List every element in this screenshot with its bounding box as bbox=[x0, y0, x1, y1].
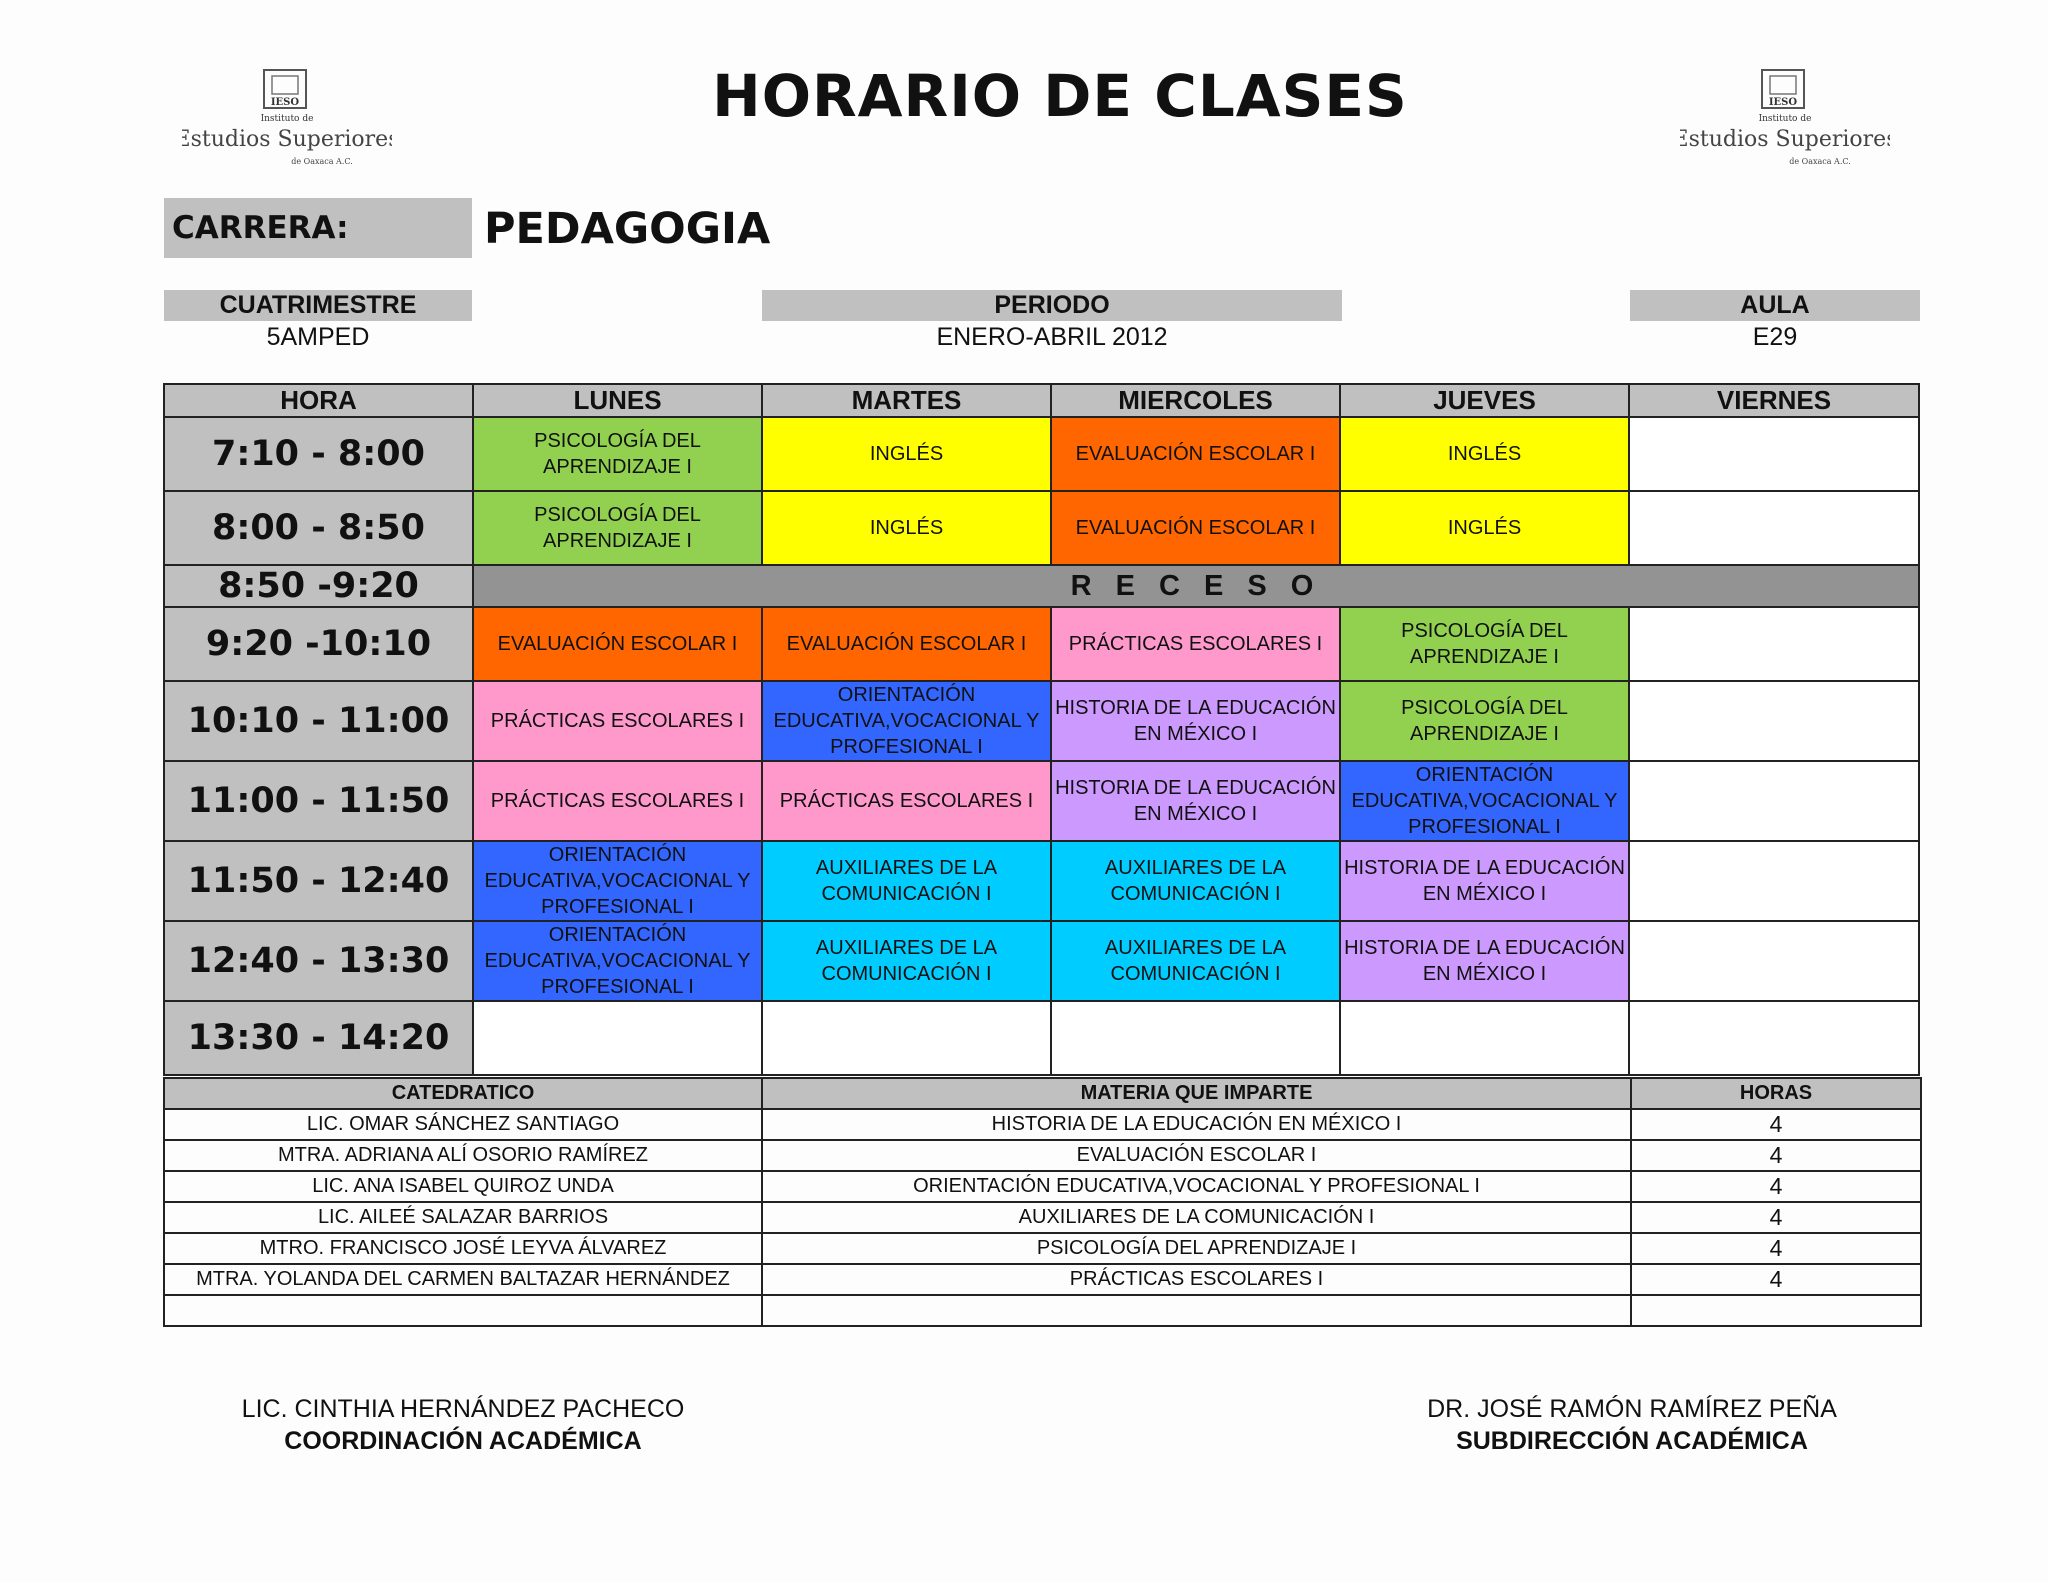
class-cell bbox=[473, 1001, 762, 1075]
time-slot: 10:10 - 11:00 bbox=[164, 681, 473, 761]
teacher-name: LIC. ANA ISABEL QUIROZ UNDA bbox=[164, 1171, 762, 1202]
teacher-name bbox=[164, 1295, 762, 1326]
class-cell bbox=[762, 1001, 1051, 1075]
col-header-martes: MARTES bbox=[762, 384, 1051, 417]
hours-value: 4 bbox=[1631, 1140, 1921, 1171]
schedule-header-row bbox=[164, 384, 1919, 417]
cuatrimestre-value: 5AMPED bbox=[266, 323, 370, 351]
aula-label: AULA bbox=[1630, 290, 1920, 321]
teacher-name: LIC. OMAR SÁNCHEZ SANTIAGO bbox=[164, 1109, 762, 1140]
schedule-row bbox=[164, 681, 1919, 761]
class-cell: INGLÉS bbox=[762, 417, 1051, 491]
svg-text:IESO: IESO bbox=[270, 97, 300, 108]
time-slot: 11:00 - 11:50 bbox=[164, 761, 473, 841]
class-cell: PRÁCTICAS ESCOLARES I bbox=[473, 681, 762, 761]
carrera-value: PEDAGOGIA bbox=[484, 204, 771, 254]
class-cell bbox=[1629, 607, 1919, 681]
receso-label: R E C E S O bbox=[473, 565, 1919, 607]
svg-text:Instituto de: Instituto de bbox=[1758, 114, 1812, 124]
teacher-name: MTRA. ADRIANA ALÍ OSORIO RAMÍREZ bbox=[164, 1140, 762, 1171]
table-row bbox=[164, 1202, 1921, 1233]
time-slot: 7:10 - 8:00 bbox=[164, 417, 473, 491]
class-cell: EVALUACIÓN ESCOLAR I bbox=[1051, 417, 1340, 491]
class-cell: AUXILIARES DE LA COMUNICACIÓN I bbox=[1051, 841, 1340, 921]
class-cell: EVALUACIÓN ESCOLAR I bbox=[762, 607, 1051, 681]
schedule-row bbox=[164, 841, 1919, 921]
subject-name: AUXILIARES DE LA COMUNICACIÓN I bbox=[762, 1202, 1631, 1233]
subject-name: EVALUACIÓN ESCOLAR I bbox=[762, 1140, 1631, 1171]
time-slot: 8:50 -9:20 bbox=[164, 565, 473, 607]
class-cell: PSICOLOGÍA DEL APRENDIZAJE I bbox=[473, 417, 762, 491]
class-cell: PRÁCTICAS ESCOLARES I bbox=[1051, 607, 1340, 681]
class-cell bbox=[1629, 1001, 1919, 1075]
class-cell: HISTORIA DE LA EDUCACIÓN EN MÉXICO I bbox=[1051, 681, 1340, 761]
page-title: HORARIO DE CLASES bbox=[712, 62, 1408, 130]
signature-name: LIC. CINTHIA HERNÁNDEZ PACHECO bbox=[241, 1395, 685, 1423]
signature-left bbox=[203, 1393, 723, 1457]
col-header-jueves: JUEVES bbox=[1340, 384, 1629, 417]
teachers-header-row bbox=[164, 1078, 1921, 1109]
class-cell: INGLÉS bbox=[762, 491, 1051, 565]
ieso-logo-right bbox=[1680, 66, 1890, 176]
class-cell: INGLÉS bbox=[1340, 491, 1629, 565]
class-cell: HISTORIA DE LA EDUCACIÓN EN MÉXICO I bbox=[1340, 921, 1629, 1001]
col-header-horas: HORAS bbox=[1631, 1078, 1921, 1109]
periodo-label: PERIODO bbox=[762, 290, 1342, 321]
teachers-table bbox=[163, 1077, 1922, 1327]
class-cell: PSICOLOGÍA DEL APRENDIZAJE I bbox=[1340, 607, 1629, 681]
class-cell bbox=[1629, 921, 1919, 1001]
class-cell: AUXILIARES DE LA COMUNICACIÓN I bbox=[762, 921, 1051, 1001]
time-slot: 12:40 - 13:30 bbox=[164, 921, 473, 1001]
receso-row bbox=[164, 565, 1919, 607]
table-row bbox=[164, 1140, 1921, 1171]
table-row bbox=[164, 1171, 1921, 1202]
teacher-name: MTRA. YOLANDA DEL CARMEN BALTAZAR HERNÁNDEZ bbox=[164, 1264, 762, 1295]
svg-text:IESO: IESO bbox=[1768, 97, 1798, 108]
col-header-hora: HORA bbox=[164, 384, 473, 417]
time-slot: 11:50 - 12:40 bbox=[164, 841, 473, 921]
class-cell: PSICOLOGÍA DEL APRENDIZAJE I bbox=[1340, 681, 1629, 761]
col-header-miercoles: MIERCOLES bbox=[1051, 384, 1340, 417]
teacher-name: MTRO. FRANCISCO JOSÉ LEYVA ÁLVAREZ bbox=[164, 1233, 762, 1264]
svg-text:de Oaxaca A.C.: de Oaxaca A.C. bbox=[1789, 157, 1851, 166]
periodo-value: ENERO-ABRIL 2012 bbox=[936, 323, 1168, 351]
class-cell: AUXILIARES DE LA COMUNICACIÓN I bbox=[762, 841, 1051, 921]
class-cell: PSICOLOGÍA DEL APRENDIZAJE I bbox=[473, 491, 762, 565]
hours-value: 4 bbox=[1631, 1109, 1921, 1140]
class-cell bbox=[1629, 417, 1919, 491]
time-slot: 9:20 -10:10 bbox=[164, 607, 473, 681]
hours-value: 4 bbox=[1631, 1202, 1921, 1233]
svg-text:de Oaxaca A.C.: de Oaxaca A.C. bbox=[291, 157, 353, 166]
class-cell: HISTORIA DE LA EDUCACIÓN EN MÉXICO I bbox=[1051, 761, 1340, 841]
class-cell bbox=[1629, 681, 1919, 761]
class-cell: EVALUACIÓN ESCOLAR I bbox=[473, 607, 762, 681]
class-cell: ORIENTACIÓN EDUCATIVA,VOCACIONAL Y PROFESIONAL I bbox=[1340, 761, 1629, 841]
schedule-row bbox=[164, 921, 1919, 1001]
time-slot: 8:00 - 8:50 bbox=[164, 491, 473, 565]
table-row bbox=[164, 1109, 1921, 1140]
schedule-row bbox=[164, 761, 1919, 841]
class-cell bbox=[1629, 841, 1919, 921]
svg-text:Instituto de: Instituto de bbox=[260, 114, 314, 124]
class-cell bbox=[1629, 491, 1919, 565]
class-cell: PRÁCTICAS ESCOLARES I bbox=[473, 761, 762, 841]
col-header-catedratico: CATEDRATICO bbox=[164, 1078, 762, 1109]
carrera-label: CARRERA: bbox=[164, 198, 472, 258]
signature-name: DR. JOSÉ RAMÓN RAMÍREZ PEÑA bbox=[1427, 1395, 1837, 1423]
hours-value: 4 bbox=[1631, 1171, 1921, 1202]
schedule-row bbox=[164, 607, 1919, 681]
class-cell: HISTORIA DE LA EDUCACIÓN EN MÉXICO I bbox=[1340, 841, 1629, 921]
ieso-logo-left bbox=[182, 66, 392, 176]
subject-name bbox=[762, 1295, 1631, 1326]
cuatrimestre-label: CUATRIMESTRE bbox=[164, 290, 472, 321]
svg-text:Estudios Superiores: Estudios Superiores bbox=[182, 127, 392, 152]
class-cell bbox=[1051, 1001, 1340, 1075]
class-cell bbox=[1340, 1001, 1629, 1075]
schedule-row bbox=[164, 417, 1919, 491]
schedule-row bbox=[164, 1001, 1919, 1075]
teacher-name: LIC. AILEÉ SALAZAR BARRIOS bbox=[164, 1202, 762, 1233]
class-cell bbox=[1629, 761, 1919, 841]
table-row bbox=[164, 1295, 1921, 1326]
hours-value: 4 bbox=[1631, 1264, 1921, 1295]
svg-text:Estudios Superiores: Estudios Superiores bbox=[1680, 127, 1890, 152]
class-cell: INGLÉS bbox=[1340, 417, 1629, 491]
table-row bbox=[164, 1264, 1921, 1295]
col-header-viernes: VIERNES bbox=[1629, 384, 1919, 417]
aula-value: E29 bbox=[1752, 323, 1798, 351]
table-row bbox=[164, 1233, 1921, 1264]
subject-name: PSICOLOGÍA DEL APRENDIZAJE I bbox=[762, 1233, 1631, 1264]
subject-name: PRÁCTICAS ESCOLARES I bbox=[762, 1264, 1631, 1295]
schedule-row bbox=[164, 491, 1919, 565]
signature-right bbox=[1372, 1393, 1892, 1457]
subject-name: HISTORIA DE LA EDUCACIÓN EN MÉXICO I bbox=[762, 1109, 1631, 1140]
signature-role: COORDINACIÓN ACADÉMICA bbox=[284, 1427, 642, 1455]
class-cell: AUXILIARES DE LA COMUNICACIÓN I bbox=[1051, 921, 1340, 1001]
hours-value bbox=[1631, 1295, 1921, 1326]
class-cell: ORIENTACIÓN EDUCATIVA,VOCACIONAL Y PROFESIONAL I bbox=[473, 921, 762, 1001]
col-header-lunes: LUNES bbox=[473, 384, 762, 417]
hours-value: 4 bbox=[1631, 1233, 1921, 1264]
subject-name: ORIENTACIÓN EDUCATIVA,VOCACIONAL Y PROFESIONAL I bbox=[762, 1171, 1631, 1202]
signature-role: SUBDIRECCIÓN ACADÉMICA bbox=[1456, 1427, 1808, 1455]
class-cell: ORIENTACIÓN EDUCATIVA,VOCACIONAL Y PROFESIONAL I bbox=[762, 681, 1051, 761]
class-cell: ORIENTACIÓN EDUCATIVA,VOCACIONAL Y PROFESIONAL I bbox=[473, 841, 762, 921]
class-cell: EVALUACIÓN ESCOLAR I bbox=[1051, 491, 1340, 565]
col-header-materia: MATERIA QUE IMPARTE bbox=[762, 1078, 1631, 1109]
class-cell: PRÁCTICAS ESCOLARES I bbox=[762, 761, 1051, 841]
schedule-table bbox=[163, 383, 1920, 1076]
time-slot: 13:30 - 14:20 bbox=[164, 1001, 473, 1075]
